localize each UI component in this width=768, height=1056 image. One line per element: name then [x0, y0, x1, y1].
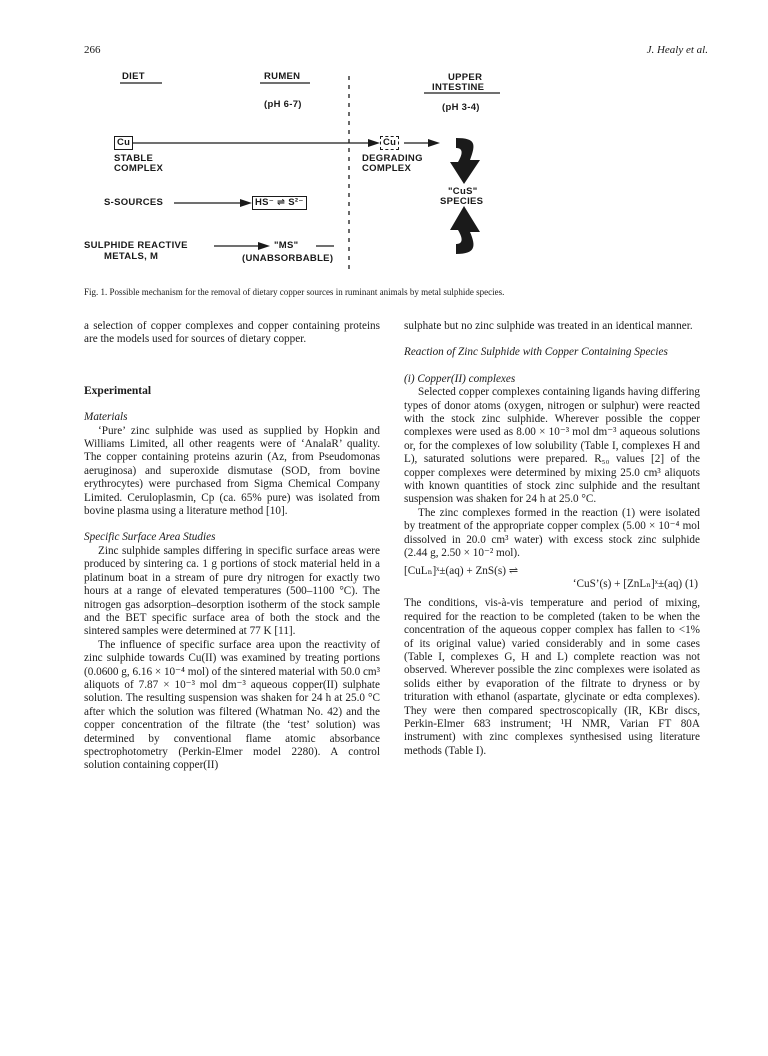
stable-label-2: COMPLEX	[114, 163, 164, 174]
subheading-materials: Materials	[84, 411, 128, 424]
unabsorbable-label: (UNABSORBABLE)	[242, 253, 334, 264]
rumen-label: RUMEN	[264, 71, 301, 82]
cu-box: Cu	[114, 136, 133, 150]
page-number: 266	[84, 44, 101, 56]
sulphide-label-1: SULPHIDE REACTIVE	[84, 240, 188, 251]
complexes-paragraph-2: The zinc complexes formed in the reaction (1) were isolated by treatment of the appropriate copper complex (5.00 × 10⁻⁴ mol dissolved in 20.0 cm³ water) with excess stock zinc sulphide (2.44 g, 2.50 × 10⁻² mol).	[404, 506, 700, 560]
figure-1	[84, 66, 684, 276]
stable-label-1: STABLE	[114, 153, 154, 164]
equation-1-line-1: [CuLₙ]ˣ±(aq) + ZnS(s) ⇌	[404, 564, 519, 577]
subheading-surface-area: Specific Surface Area Studies	[84, 531, 216, 544]
rumen-ph-label: (pH 6-7)	[264, 99, 302, 110]
section-heading-experimental: Experimental	[84, 384, 152, 397]
right-paragraph-1: sulphate but no zinc sulphide was treated in an identical manner.	[404, 320, 693, 332]
cus-label-2: SPECIES	[440, 196, 484, 207]
surface-paragraph-1: Zinc sulphide samples differing in specific surface areas were produced by sintering ca. 1 g portions of stock material held in a platinum boat in a stream of pure dry nitrogen for exactly two hours at a range of elevated temperatures (500–1100 °C). The nitrogen gas adsorption–desorption isotherm of the stock sample and the BET specific surface area of both the stock and the sintered samples were determined at 77 K [11].	[84, 544, 380, 638]
page-header	[84, 44, 708, 60]
cu-dashed-box: Cu	[380, 136, 399, 150]
ms-label: "MS"	[274, 240, 299, 251]
diet-label: DIET	[122, 71, 145, 82]
right-column	[404, 320, 700, 758]
s-sources-label: S-SOURCES	[104, 197, 164, 208]
degrading-label-2: COMPLEX	[362, 163, 412, 174]
sulphide-label-2: METALS, M	[104, 251, 159, 262]
cus-label-1: "CuS"	[448, 186, 478, 197]
left-paragraph-1: a selection of copper complexes and copper containing proteins are the models used for sources of dietary copper.	[84, 320, 380, 346]
hs-box: HS⁻ ⇌ S²⁻	[252, 196, 307, 210]
materials-paragraph: ‘Pure’ zinc sulphide was used as supplied by Hopkin and Williams Limited, all other reagents were of ‘AnalaR’ quality. The copper containing proteins azurin (Az, from Pseudomonas aeruginosa) and superoxide dismutase (SOD, from bovine erythrocytes) were purchased from Sigma Chemical Company Limited. Ceruloplasmin, Cp (ca. 65% pure) was isolated from bovine plasma using a literature method [10].	[84, 424, 380, 518]
subheading-reaction: Reaction of Zinc Sulphide with Copper Containing Species	[404, 346, 668, 359]
running-head: J. Healy et al.	[646, 44, 708, 56]
surface-paragraph-2: The influence of specific surface area upon the reactivity of zinc sulphide towards Cu(II) was examined by treating portions (0.0600 g, 6.16 × 10⁻⁴ mol) of the sintered material with 50.0 cm³ aliquots of 7.87 × 10⁻³ mol dm⁻³ aqueous copper(II) sulphate solution. The resulting suspension was shaken for 24 h at 25.0 °C after which the solution was filtered (Whatman No. 42) and the copper concentration of the filtrate (the ‘test’ solution) was determined by conventional flame atomic absorbance spectrophotometry (Perkin-Elmer model 2280). A control solution containing copper(II)	[84, 638, 380, 772]
conditions-paragraph: The conditions, vis-à-vis temperature and period of mixing, required for the reaction to be completed (taken to be when the concentration of the aqueous copper complex has fallen to <1% of its original value) varied considerably and in some cases (Table I, complexes G, H and L) complete reaction was not observed. Wherever possible the zinc complexes were isolated as solids either by evaporation of the filtrate to dryness or by trituration with ethanol (aspartate, glycinate or edta complexes). They were then compared spectroscopically (IR, KBr discs, Perkin-Elmer 683 instrument; ¹H NMR, Varian FT 80A instrument) with zinc complexes synthesised using literature methods (Table I).	[404, 597, 700, 757]
complexes-paragraph-1: Selected copper complexes containing ligands having differing types of donor atoms (oxygen, nitrogen or sulphur) were reacted with the stock zinc sulphide. Wherever possible the copper complexes were used as 8.00 × 10⁻³ mol dm⁻³ aqueous solutions or, for the complexes of low solubility (Table I, complexes H and L), saturated solutions were prepared. R₅₀ values [2] of the copper complexes were determined by mixing 25.0 cm³ aliquots with known quantities of stock zinc sulphide and the resultant suspension was shaken for 24 h at 25.0 °C.	[404, 386, 700, 506]
upper-intestine-label-2: INTESTINE	[432, 82, 485, 93]
left-column	[84, 320, 380, 773]
figure-caption: Fig. 1. Possible mechanism for the removal of dietary copper sources in ruminant animals by metal sulphide species.	[84, 287, 505, 297]
upper-intestine-label-1: UPPER	[448, 72, 483, 83]
upper-ph-label: (pH 3-4)	[442, 102, 480, 113]
subheading-copper-complexes: (i) Copper(II) complexes	[404, 372, 516, 385]
degrading-label-1: DEGRADING	[362, 153, 423, 164]
equation-1-line-2: ‘CuS’(s) + [ZnLₙ]ˣ±(aq) (1)	[572, 577, 698, 590]
